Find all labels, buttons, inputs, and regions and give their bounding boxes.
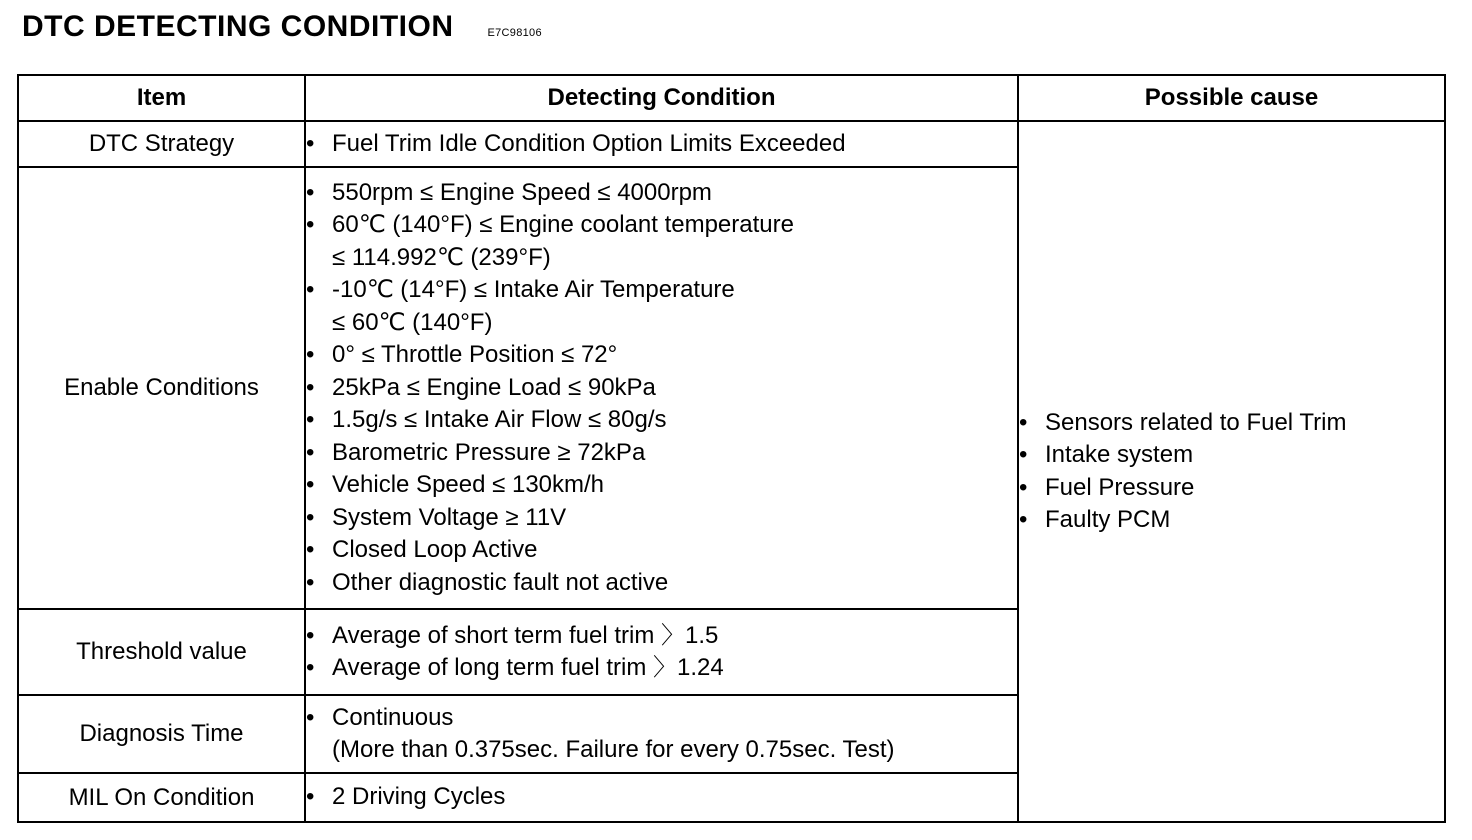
condition-continuation: ≤ 60℃ (140°F) <box>332 308 493 336</box>
page-title: DTC DETECTING CONDITION <box>22 10 454 43</box>
condition-list <box>306 620 1017 685</box>
condition-item: • 0° ≤ Throttle Position ≤ 72° <box>306 339 1017 372</box>
condition-item: • Barometric Pressure ≥ 72kPa <box>306 437 1017 470</box>
dtc-condition-table <box>17 74 1446 823</box>
condition-item: • Closed Loop Active <box>306 534 1017 567</box>
bullet-icon: • <box>306 211 315 239</box>
bullet-icon: • <box>306 568 315 596</box>
condition-item: • System Voltage ≥ 11V <box>306 502 1017 535</box>
bullet-icon: • <box>1019 441 1028 468</box>
condition-item: • Vehicle Speed ≤ 130km/h <box>306 469 1017 502</box>
bullet-icon: • <box>306 654 315 681</box>
condition-list <box>306 781 1017 814</box>
bullet-icon: • <box>306 276 315 304</box>
condition-item: • Average of long term fuel trim 〉1.24 <box>306 652 1017 685</box>
condition-item: • 550rpm ≤ Engine Speed ≤ 4000rpm <box>306 177 1017 210</box>
condition-item: • Other diagnostic fault not active <box>306 567 1017 600</box>
bullet-icon: • <box>306 341 315 369</box>
condition-item: • -10℃ (14°F) ≤ Intake Air Temperature ≤ 60℃ (140°F) <box>306 274 1017 339</box>
bullet-icon: • <box>306 373 315 401</box>
bullet-icon: • <box>306 178 315 206</box>
condition-continuation: ≤ 114.992℃ (239°F) <box>332 243 551 271</box>
bullet-icon: • <box>306 783 315 811</box>
bullet-icon: • <box>306 129 315 157</box>
document-code: E7C98106 <box>487 27 542 39</box>
cause-item: • Fuel Pressure <box>1019 472 1444 505</box>
condition-item: • Continuous (More than 0.375sec. Failure for every 0.75sec. Test) <box>306 702 1017 767</box>
condition-cell-dtc-strategy <box>305 121 1018 167</box>
bullet-icon: • <box>306 406 315 434</box>
column-header-item: Item <box>18 75 305 121</box>
table-row-dtc-strategy <box>18 121 1445 167</box>
bullet-icon: • <box>1019 506 1028 533</box>
item-cell-enable-conditions: Enable Conditions <box>18 167 305 609</box>
condition-list <box>306 177 1017 600</box>
cause-item: • Sensors related to Fuel Trim <box>1019 407 1444 440</box>
column-header-detecting-condition: Detecting Condition <box>305 75 1018 121</box>
item-cell-mil-on-condition: MIL On Condition <box>18 773 305 822</box>
condition-list <box>306 702 1017 767</box>
condition-cell-mil-on-condition <box>305 773 1018 822</box>
page-heading <box>22 10 542 44</box>
column-header-possible-cause: Possible cause <box>1018 75 1445 121</box>
bullet-icon: • <box>306 503 315 531</box>
cause-item: • Faulty PCM <box>1019 504 1444 537</box>
bullet-icon: • <box>306 471 315 499</box>
item-cell-threshold-value: Threshold value <box>18 609 305 695</box>
condition-cell-diagnosis-time <box>305 695 1018 773</box>
condition-list <box>306 128 1017 161</box>
condition-item: • 1.5g/s ≤ Intake Air Flow ≤ 80g/s <box>306 404 1017 437</box>
condition-item: • Average of short term fuel trim 〉1.5 <box>306 620 1017 653</box>
bullet-icon: • <box>306 703 315 731</box>
condition-item: • Fuel Trim Idle Condition Option Limits Exceeded <box>306 128 1017 161</box>
bullet-icon: • <box>306 621 315 649</box>
item-cell-dtc-strategy: DTC Strategy <box>18 121 305 167</box>
condition-cell-threshold-value <box>305 609 1018 695</box>
bullet-icon: • <box>1019 473 1028 501</box>
bullet-icon: • <box>306 438 315 466</box>
possible-cause-cell <box>1018 121 1445 822</box>
item-cell-diagnosis-time: Diagnosis Time <box>18 695 305 773</box>
table-header-row <box>18 75 1445 121</box>
condition-item: • 60℃ (140°F) ≤ Engine coolant temperature ≤ 114.992℃ (239°F) <box>306 209 1017 274</box>
condition-item: • 2 Driving Cycles <box>306 781 1017 814</box>
condition-cell-enable-conditions <box>305 167 1018 609</box>
condition-item: • 25kPa ≤ Engine Load ≤ 90kPa <box>306 372 1017 405</box>
bullet-icon: • <box>1019 408 1028 436</box>
bullet-icon: • <box>306 536 315 564</box>
cause-list <box>1019 407 1444 537</box>
condition-continuation: (More than 0.375sec. Failure for every 0.75sec. Test) <box>332 736 895 763</box>
cause-item: • Intake system <box>1019 439 1444 472</box>
